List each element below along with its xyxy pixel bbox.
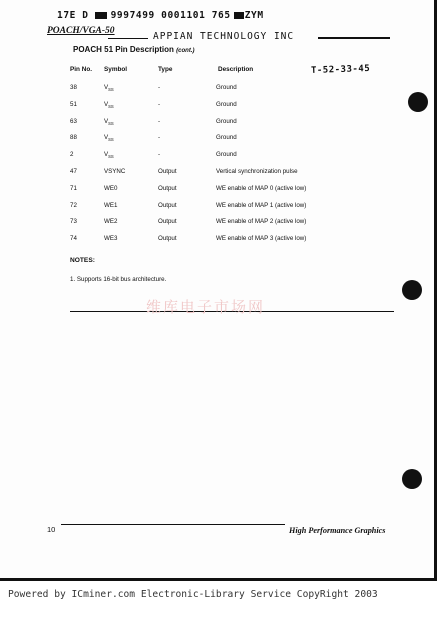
header-rule-right <box>318 37 390 39</box>
pin-type: Output <box>158 168 177 175</box>
pin-description: Ground <box>216 151 237 159</box>
scan-code-line <box>57 10 264 21</box>
pin-symbol: WE0 <box>104 184 118 192</box>
black-mark <box>95 12 107 19</box>
pin-type: - <box>158 151 161 159</box>
pin-symbol: VSYNC <box>104 168 126 175</box>
pin-number: 51 <box>70 100 77 108</box>
binder-hole <box>402 280 422 300</box>
notes-heading: NOTES: <box>70 257 95 264</box>
pin-type: Output <box>158 235 177 243</box>
handwritten-note: T-52-33-45 <box>310 63 371 77</box>
pin-symbol: WE3 <box>104 235 118 243</box>
pin-description: WE enable of MAP 2 (active low) <box>216 218 307 226</box>
pin-type: - <box>158 100 161 108</box>
pin-number: 74 <box>70 235 77 243</box>
pin-symbol-subscript: SS <box>108 120 114 126</box>
header-rule-left <box>108 38 148 39</box>
pin-description: WE enable of MAP 0 (active low) <box>216 184 307 192</box>
pin-number: 73 <box>70 218 77 226</box>
pin-description: Ground <box>216 100 237 108</box>
pin-symbol: $V_{SS}$ <box>104 100 114 110</box>
footer-title: High Performance Graphics <box>289 526 386 535</box>
pin-description: Ground <box>216 84 237 91</box>
section-title-text: POACH 51 Pin Description <box>73 45 174 54</box>
col-header-description: Description <box>218 66 254 73</box>
pin-symbol: $V_{SS}$ <box>104 151 114 160</box>
pin-symbol: $V_{SS}$ <box>104 84 114 93</box>
pin-symbol-subscript: SS <box>108 104 114 110</box>
section-cont: (cont.) <box>176 48 195 54</box>
company-name: APPIAN TECHNOLOGY INC <box>153 31 295 42</box>
watermark: 维库电子市场网 <box>146 299 266 316</box>
scan-code: 17E D <box>57 10 89 21</box>
pin-description: Ground <box>216 134 237 142</box>
pin-number: 47 <box>70 168 77 175</box>
pin-description: Ground <box>216 117 237 125</box>
pin-symbol: WE2 <box>104 218 118 226</box>
pin-type: Output <box>158 184 177 192</box>
pin-type: Output <box>158 218 177 226</box>
doc-code: 9997499 0001101 765 <box>110 10 231 21</box>
pin-number: 38 <box>70 84 77 91</box>
page-number: 10 <box>47 525 56 534</box>
pin-number: 88 <box>70 134 77 142</box>
pin-symbol: $V_{SS}$ <box>104 134 114 143</box>
pin-number: 71 <box>70 184 77 192</box>
binder-hole <box>408 92 428 112</box>
pin-type: - <box>158 117 161 125</box>
section-title <box>73 45 194 54</box>
pin-symbol-subscript: SS <box>108 87 114 93</box>
powered-by-footer: Powered by ICminer.com Electronic-Library Service CopyRight 2003 <box>8 589 378 600</box>
col-header-symbol: Symbol <box>104 66 128 73</box>
pin-symbol-subscript: SS <box>108 137 114 143</box>
pin-symbol: WE1 <box>104 201 118 209</box>
pin-description: Vertical synchronization pulse <box>216 168 298 175</box>
pin-type: - <box>158 134 161 142</box>
pin-number: 2 <box>70 151 74 159</box>
pin-description: WE enable of MAP 1 (active low) <box>216 201 307 209</box>
model-name: POACH/VGA-50 <box>47 26 115 36</box>
black-mark <box>234 12 244 19</box>
col-header-type: Type <box>158 66 173 73</box>
pin-type: - <box>158 84 161 91</box>
pin-number: 72 <box>70 201 77 209</box>
pin-symbol-subscript: SS <box>108 154 114 160</box>
pin-type: Output <box>158 201 177 209</box>
note-item: 1. Supports 16-bit bus architecture. <box>70 276 167 283</box>
footer-rule <box>61 524 285 525</box>
tag-code: ZYM <box>244 10 264 21</box>
pin-number: 63 <box>70 117 77 125</box>
col-header-pin: Pin No. <box>70 66 93 73</box>
pin-description: WE enable of MAP 3 (active low) <box>216 235 307 243</box>
binder-hole <box>402 469 422 489</box>
pin-symbol: $V_{SS}$ <box>104 117 114 126</box>
